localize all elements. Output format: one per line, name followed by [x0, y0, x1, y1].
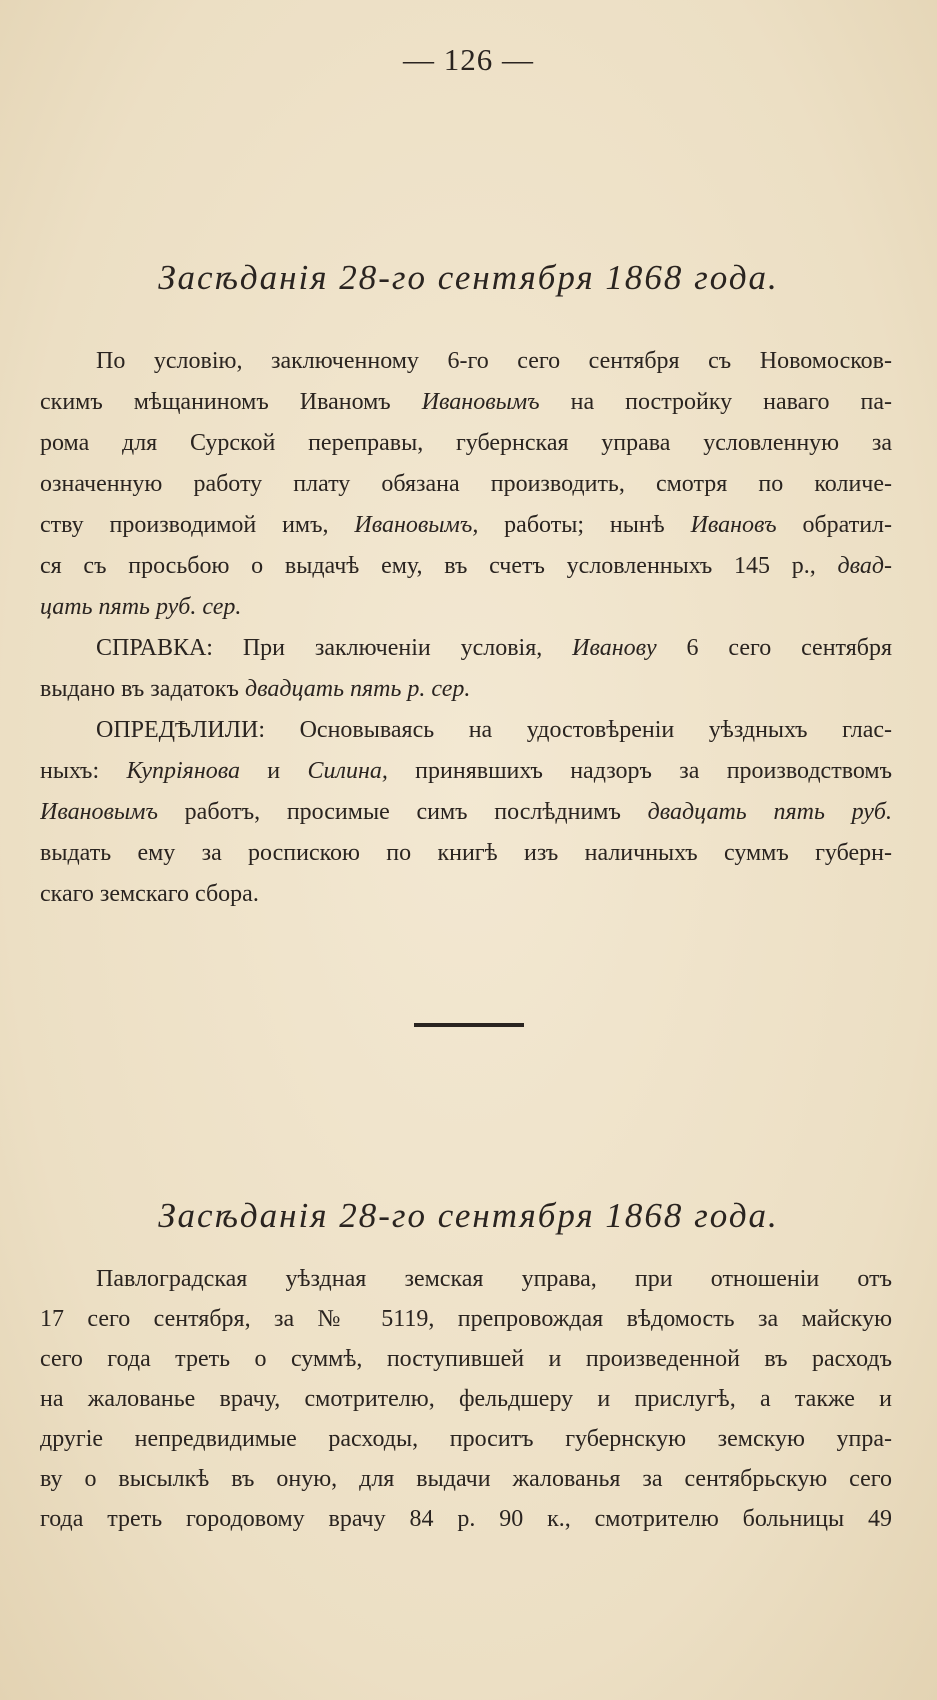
section-heading-2: Засѣданія 28-го сентября 1868 года.: [158, 1196, 779, 1235]
text-line: сего года треть о суммѣ, поступившей и произведенной въ расходъ: [40, 1346, 892, 1372]
text-line: 17 сего сентября, за № 5119, препровождая вѣдомость за майскую: [40, 1306, 892, 1332]
text-line: года треть городовому врачу 84 р. 90 к., смотрителю больницы 49: [40, 1506, 892, 1532]
text-line: выдать ему за роспискою по книгѣ изъ наличныхъ суммъ губерн-: [40, 840, 892, 866]
section-1-body: [40, 341, 892, 915]
section-2-body: [40, 1259, 892, 1539]
text-line: скаго земскаго сбора.: [40, 881, 259, 907]
text-line: Павлоградская уѣздная земская управа, при отношеніи отъ: [96, 1266, 892, 1292]
text-line: ству производимой имъ, Ивановымъ, работы; нынѣ Ивановъ обратил-: [40, 512, 892, 538]
text-line: скимъ мѣщаниномъ Иваномъ Ивановымъ на постройку наваго па-: [40, 389, 892, 415]
text-line: ныхъ: Купріянова и Силина, принявшихъ надзоръ за производствомъ: [40, 758, 892, 784]
text-line: цать пять руб. сер.: [40, 594, 242, 620]
text-line: По условію, заключенному 6-го сего сентября съ Новомосков-: [96, 348, 892, 374]
text-line: СПРАВКА: При заключеніи условія, Иванову 6 сего сентября: [96, 635, 892, 661]
text-line: ву о высылкѣ въ оную, для выдачи жалованья за сентябрьскую сего: [40, 1466, 892, 1492]
text-line: Ивановымъ работъ, просимые симъ послѣднимъ двадцать пять руб.: [40, 799, 892, 825]
text-line: на жалованье врачу, смотрителю, фельдшеру и прислугѣ, а также и: [40, 1386, 892, 1412]
section-divider: [414, 1023, 524, 1027]
text-line: ОПРЕДѢЛИЛИ: Основываясь на удостовѣреніи уѣздныхъ глас-: [96, 717, 892, 743]
text-line: другіе непредвидимые расходы, проситъ губернскую земскую упра-: [40, 1426, 892, 1452]
page-number: — 126 —: [403, 42, 534, 77]
text-line: рома для Сурской переправы, губернская управа условленную за: [40, 430, 892, 456]
text-line: выдано въ задатокъ двадцать пять р. сер.: [40, 676, 471, 702]
text-line: ся съ просьбою о выдачѣ ему, въ счетъ условленныхъ 145 р., двад-: [40, 553, 892, 579]
section-heading-1: Засѣданія 28-го сентября 1868 года.: [158, 258, 779, 297]
text-line: означенную работу плату обязана производить, смотря по количе-: [40, 471, 892, 497]
